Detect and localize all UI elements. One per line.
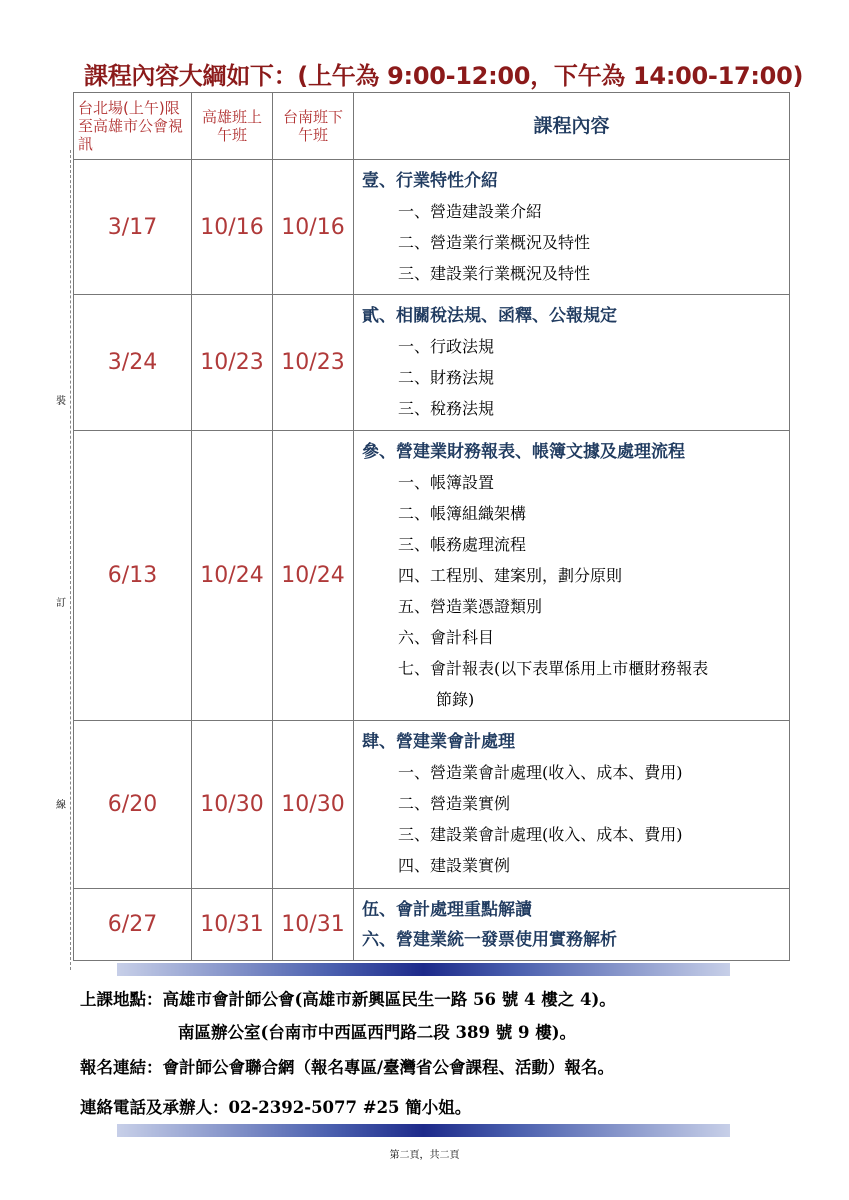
date-tainan: 10/16 xyxy=(273,160,354,295)
list-item: 六、會計科目 xyxy=(398,628,495,647)
section-heading: 參、營建業財務報表、帳簿文據及處理流程 xyxy=(362,442,685,462)
divider-bar xyxy=(117,963,730,976)
section-heading: 貳、相關稅法規、函釋、公報規定 xyxy=(362,306,617,326)
list-item: 二、財務法規 xyxy=(398,368,495,387)
header-tainan: 台南班下午班 xyxy=(273,93,354,160)
divider-bar xyxy=(117,1124,730,1137)
page-number: 第二頁，共二頁 xyxy=(389,1150,460,1161)
header-taipei: 台北場(上午)限至高雄市公會視訊 xyxy=(74,93,192,160)
section-heading: 伍、會計處理重點解讀 xyxy=(362,900,532,920)
date-kaohsiung: 10/30 xyxy=(192,721,273,889)
date-taipei: 6/27 xyxy=(74,889,192,961)
list-item: 三、稅務法規 xyxy=(398,399,495,418)
syllabus-table xyxy=(73,92,790,961)
list-item: 一、帳簿設置 xyxy=(398,473,495,492)
course-content xyxy=(354,721,790,889)
list-item: 一、行政法規 xyxy=(398,337,495,356)
date-taipei: 3/24 xyxy=(74,295,192,431)
date-tainan: 10/31 xyxy=(273,889,354,961)
header-kaohsiung: 高雄班上午班 xyxy=(192,93,273,160)
location-line: 上課地點：高雄市會計師公會(高雄市新興區民生一路 56 號 4 樓之 4)。 xyxy=(80,990,616,1009)
list-item: 一、營造業會計處理(收入、成本、費用) xyxy=(398,763,683,782)
binding-mark: 裝 xyxy=(56,396,66,407)
list-item xyxy=(362,653,783,715)
date-kaohsiung: 10/23 xyxy=(192,295,273,431)
binding-mark: 線 xyxy=(56,800,66,811)
list-item: 三、建設業行業概況及特性 xyxy=(398,264,591,283)
page-title: 課程內容大綱如下：(上午為 9:00-12:00，下午為 14:00-17:00) xyxy=(84,62,804,90)
course-content xyxy=(354,889,790,961)
list-item-line: 七、會計報表(以下表單係用上市櫃財務報表 xyxy=(398,659,709,678)
table-row xyxy=(74,295,790,431)
course-content xyxy=(354,295,790,431)
list-item: 四、工程別、建案別，劃分原則 xyxy=(398,566,623,585)
section-heading: 肆、營建業會計處理 xyxy=(362,732,515,752)
list-item: 三、帳務處理流程 xyxy=(398,535,527,554)
table-row xyxy=(74,431,790,721)
table-row xyxy=(74,160,790,295)
date-taipei: 6/13 xyxy=(74,431,192,721)
list-item: 二、帳簿組織架構 xyxy=(398,504,527,523)
date-kaohsiung: 10/16 xyxy=(192,160,273,295)
binding-line xyxy=(70,150,71,970)
course-content xyxy=(354,431,790,721)
date-taipei: 3/17 xyxy=(74,160,192,295)
course-content xyxy=(354,160,790,295)
list-item: 三、建設業會計處理(收入、成本、費用) xyxy=(398,825,683,844)
section-heading: 壹、行業特性介紹 xyxy=(362,171,498,191)
list-item: 五、營造業憑證類別 xyxy=(398,597,543,616)
contact-line: 連絡電話及承辦人：02-2392-5077 #25 簡小姐。 xyxy=(80,1098,472,1117)
binding-mark: 訂 xyxy=(56,598,66,609)
date-tainan: 10/23 xyxy=(273,295,354,431)
registration-line: 報名連結：會計師公會聯合網（報名專區/臺灣省公會課程、活動）報名。 xyxy=(80,1058,615,1077)
list-item: 一、營造建設業介紹 xyxy=(398,202,543,221)
table-row xyxy=(74,889,790,961)
date-taipei: 6/20 xyxy=(74,721,192,889)
list-item: 四、建設業實例 xyxy=(398,856,511,875)
list-item-continuation: 節錄) xyxy=(436,690,475,709)
date-kaohsiung: 10/31 xyxy=(192,889,273,961)
date-tainan: 10/30 xyxy=(273,721,354,889)
list-item: 二、營造業行業概況及特性 xyxy=(398,233,591,252)
section-heading: 六、營建業統一發票使用實務解析 xyxy=(362,930,617,950)
header-content: 課程內容 xyxy=(354,93,790,160)
list-item: 二、營造業實例 xyxy=(398,794,511,813)
date-tainan: 10/24 xyxy=(273,431,354,721)
table-row xyxy=(74,721,790,889)
south-office-line: 南區辦公室(台南市中西區西門路二段 389 號 9 樓)。 xyxy=(178,1023,577,1042)
date-kaohsiung: 10/24 xyxy=(192,431,273,721)
